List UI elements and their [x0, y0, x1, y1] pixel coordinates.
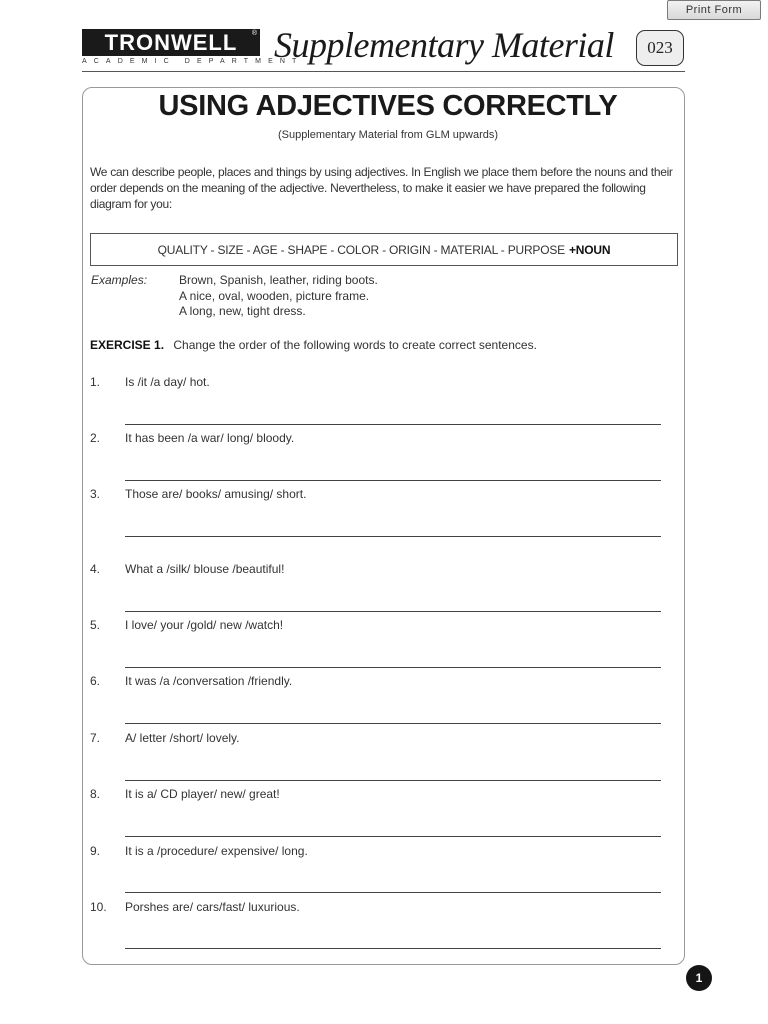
item-text: It has been /a war/ long/ bloody. — [125, 431, 295, 445]
page-title: USING ADJECTIVES CORRECTLY — [158, 90, 618, 122]
item-number: 2. — [90, 431, 101, 445]
example-item: A long, new, tight dress. — [179, 304, 306, 318]
examples-label: Examples: — [91, 273, 148, 287]
item-text: Those are/ books/ amusing/ short. — [125, 487, 307, 501]
item-number: 8. — [90, 787, 101, 801]
page-subtitle: (Supplementary Material from GLM upwards) — [277, 129, 499, 141]
answer-line-5[interactable] — [125, 667, 661, 668]
order-sequence: QUALITY - SIZE - AGE - SHAPE - COLOR - ORIGIN - MATERIAL - PURPOSE — [157, 242, 565, 257]
item-text: I love/ your /gold/ new /watch! — [125, 618, 284, 632]
item-number: 9. — [90, 844, 101, 858]
header-divider — [82, 71, 685, 72]
answer-line-9[interactable] — [125, 892, 661, 893]
adjective-order-diagram — [90, 233, 678, 266]
item-text: What a /silk/ blouse /beautiful! — [125, 562, 285, 576]
item-text: A/ letter /short/ lovely. — [125, 731, 240, 745]
answer-line-7[interactable] — [125, 780, 661, 781]
answer-line-4[interactable] — [125, 611, 661, 612]
item-text: It is a/ CD player/ new/ great! — [125, 787, 280, 801]
exercise-label: EXERCISE 1. — [90, 338, 165, 352]
answer-line-6[interactable] — [125, 723, 661, 724]
item-number: 4. — [90, 562, 101, 576]
header-title: Supplementary Material — [274, 25, 614, 65]
example-item: Brown, Spanish, leather, riding boots. — [179, 273, 378, 287]
answer-line-3[interactable] — [125, 536, 661, 537]
item-number: 1. — [90, 375, 101, 389]
item-text: It was /a /conversation /friendly. — [125, 674, 293, 688]
exercise-instruction: Change the order of the following words to create correct sentences. — [173, 338, 537, 352]
content-frame — [82, 87, 685, 965]
registered-mark: ® — [251, 30, 258, 37]
item-number: 5. — [90, 618, 101, 632]
answer-line-2[interactable] — [125, 480, 661, 481]
order-noun: +NOUN — [568, 242, 611, 257]
answer-line-8[interactable] — [125, 836, 661, 837]
answer-line-10[interactable] — [125, 948, 661, 949]
print-form-button[interactable]: Print Form — [667, 0, 761, 20]
exercise-heading — [90, 338, 537, 352]
examples-list — [179, 273, 378, 320]
department-label: ACADEMIC DEPARTMENT — [82, 58, 304, 65]
item-text: It is a /procedure/ expensive/ long. — [125, 844, 308, 858]
item-number: 10. — [90, 900, 107, 914]
logo-text: TRONWELL — [104, 29, 238, 55]
tronwell-logo — [82, 29, 260, 56]
item-text: Porshes are/ cars/fast/ luxurious. — [125, 900, 300, 914]
answer-line-1[interactable] — [125, 424, 661, 425]
example-item: A nice, oval, wooden, picture frame. — [179, 288, 370, 303]
intro-paragraph: We can describe people, places and things by using adjectives. In English we place them before the nouns and their order depends on the meaning of the adjective. Nevertheless, to make it easier we have prepared the following diagram for you: — [90, 165, 673, 211]
item-number: 6. — [90, 674, 101, 688]
page-number-badge: 1 — [686, 965, 712, 991]
item-text: Is /it /a day/ hot. — [125, 375, 210, 389]
item-number: 3. — [90, 487, 101, 501]
item-number: 7. — [90, 731, 101, 745]
material-number-badge: 023 — [636, 30, 684, 66]
